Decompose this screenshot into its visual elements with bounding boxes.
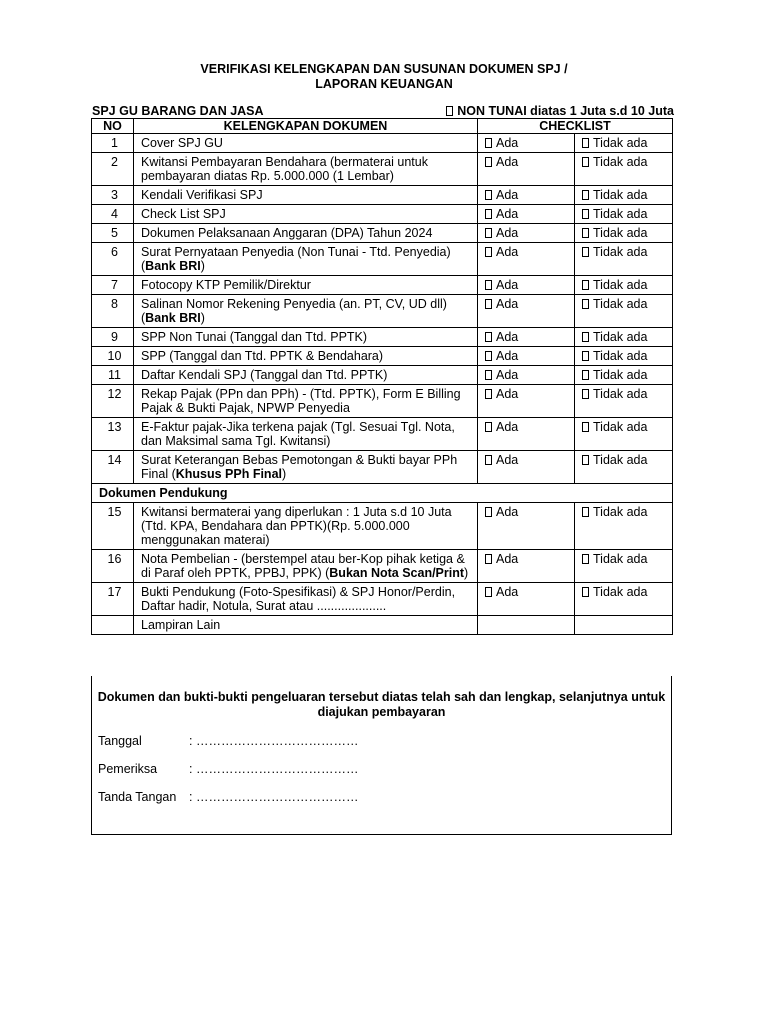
option-ada[interactable] [478, 503, 575, 550]
checkbox-icon[interactable] [485, 299, 492, 309]
field-tanggal [98, 734, 358, 748]
section-heading: Dokumen Pendukung [92, 484, 673, 503]
table-row [92, 550, 673, 583]
field-tanda-tangan [98, 790, 358, 804]
checkbox-icon[interactable] [485, 389, 492, 399]
table-row [92, 134, 673, 153]
option-ada[interactable] [478, 134, 575, 153]
checkbox-icon[interactable] [485, 228, 492, 238]
attachment-row [92, 616, 673, 635]
document-item [134, 418, 478, 451]
option-label: Ada [496, 505, 519, 519]
item-text: Nota Pembelian - (berstempel atau ber-Kop pihak ketiga & di Paraf oleh PPTK, PPBJ, PPK) ( [141, 552, 465, 580]
checkbox-icon[interactable] [582, 422, 589, 432]
checkbox-icon[interactable] [485, 190, 492, 200]
table-row [92, 451, 673, 484]
option-label: Ada [496, 136, 519, 150]
option-ada[interactable] [478, 295, 575, 328]
table-row [92, 385, 673, 418]
option-ada[interactable] [478, 418, 575, 451]
checkbox-icon[interactable] [485, 455, 492, 465]
item-emphasis: Bukan Nota Scan/Print [329, 566, 465, 580]
item-text: Kwitansi Pembayaran Bendahara (bermaterai untuk pembayaran diatas Rp. 5.000.000 (1 Lembar) [141, 155, 428, 183]
option-tidak-ada[interactable] [575, 295, 673, 328]
document-category: SPJ GU BARANG DAN JASA [92, 104, 264, 118]
option-label: Tidak ada [593, 349, 648, 363]
option-tidak-ada[interactable] [575, 385, 673, 418]
option-ada[interactable] [478, 224, 575, 243]
row-number: 15 [92, 503, 134, 550]
option-label: Tidak ada [593, 188, 648, 202]
checkbox-icon[interactable] [582, 554, 589, 564]
table-row [92, 243, 673, 276]
checkbox-icon[interactable] [582, 209, 589, 219]
attachment-label: Lampiran Lain [134, 616, 478, 635]
document-item [134, 153, 478, 186]
document-item [134, 243, 478, 276]
option-label: Tidak ada [593, 136, 648, 150]
checkbox-icon[interactable] [582, 587, 589, 597]
item-tail: ) [282, 467, 287, 481]
table-header-row [92, 119, 673, 134]
table-row [92, 295, 673, 328]
option-ada[interactable] [478, 186, 575, 205]
checkbox-icon[interactable] [582, 280, 589, 290]
checkbox-icon[interactable] [582, 138, 589, 148]
checklist-table [91, 118, 673, 635]
payment-type [446, 104, 674, 118]
option-label: Tidak ada [593, 207, 648, 221]
option-label: Tidak ada [593, 278, 648, 292]
option-tidak-ada[interactable] [575, 451, 673, 484]
row-number: 4 [92, 205, 134, 224]
option-ada[interactable] [478, 153, 575, 186]
option-ada[interactable] [478, 583, 575, 616]
option-ada[interactable] [478, 366, 575, 385]
document-item [134, 328, 478, 347]
row-number: 12 [92, 385, 134, 418]
option-tidak-ada[interactable] [575, 205, 673, 224]
field-label: Pemeriksa [98, 762, 158, 776]
document-item [134, 550, 478, 583]
option-tidak-ada[interactable] [575, 550, 673, 583]
row-number [92, 616, 134, 635]
option-label: Tidak ada [593, 552, 648, 566]
option-label: Ada [496, 420, 519, 434]
item-text: E-Faktur pajak-Jika terkena pajak (Tgl. Sesuai Tgl. Nota, dan Maksimal sama Tgl. Kwitansi) [141, 420, 455, 448]
checkbox-icon[interactable] [582, 389, 589, 399]
option-label: Tidak ada [593, 453, 648, 467]
option-ada[interactable] [478, 451, 575, 484]
option-ada[interactable] [478, 243, 575, 276]
item-text: Daftar Kendali SPJ (Tanggal dan Ttd. PPTK) [141, 368, 388, 382]
item-tail: ) [200, 259, 205, 273]
verification-footer [91, 676, 672, 835]
item-emphasis: Khusus PPh Final [175, 467, 282, 481]
option-label: Tidak ada [593, 585, 648, 599]
checkbox-icon[interactable] [582, 507, 589, 517]
option-label: Tidak ada [593, 226, 648, 240]
item-tail: ) [464, 566, 469, 580]
table-row [92, 418, 673, 451]
field-value[interactable]: : ………………………………… [189, 790, 359, 804]
table-row [92, 347, 673, 366]
checkbox-icon[interactable] [485, 351, 492, 361]
empty-cell [478, 616, 575, 635]
document-item [134, 451, 478, 484]
item-emphasis: Bank BRI [145, 259, 201, 273]
option-label: Tidak ada [593, 245, 648, 259]
row-number: 10 [92, 347, 134, 366]
row-number: 16 [92, 550, 134, 583]
checkbox-icon[interactable] [485, 422, 492, 432]
item-text: Salinan Nomor Rekening Penyedia (an. PT, CV, UD dll) ( [141, 297, 447, 325]
item-text: Dokumen Pelaksanaan Anggaran (DPA) Tahun 2024 [141, 226, 433, 240]
checkbox-icon[interactable] [485, 247, 492, 257]
row-number: 1 [92, 134, 134, 153]
option-tidak-ada[interactable] [575, 328, 673, 347]
field-label: Tanggal [98, 734, 142, 748]
table-row [92, 328, 673, 347]
option-label: Tidak ada [593, 505, 648, 519]
checkbox-icon[interactable] [485, 587, 492, 597]
option-tidak-ada[interactable] [575, 276, 673, 295]
row-number: 3 [92, 186, 134, 205]
checkbox-icon[interactable] [582, 370, 589, 380]
option-label: Tidak ada [593, 420, 648, 434]
option-tidak-ada[interactable] [575, 186, 673, 205]
option-label: Ada [496, 207, 519, 221]
option-ada[interactable] [478, 205, 575, 224]
row-number: 6 [92, 243, 134, 276]
page-title [0, 62, 768, 92]
field-pemeriksa [98, 762, 358, 776]
checkbox-icon[interactable] [582, 228, 589, 238]
document-item [134, 205, 478, 224]
item-text: Surat Keterangan Bebas Pemotongan & Bukti bayar PPh Final ( [141, 453, 458, 481]
item-text: Bukti Pendukung (Foto-Spesifikasi) & SPJ Honor/Perdin, Daftar hadir, Notula, Surat atau .................... [141, 585, 456, 613]
item-tail: ) [200, 311, 205, 325]
checkbox-icon[interactable] [582, 455, 589, 465]
document-item [134, 347, 478, 366]
table-row [92, 224, 673, 243]
table-row [92, 503, 673, 550]
item-text: Check List SPJ [141, 207, 226, 221]
verification-statement: Dokumen dan bukti-bukti pengeluaran tersebut diatas telah sah dan lengkap, selanjutnya untuk diajukan pembayaran [97, 690, 666, 719]
checkbox-icon[interactable] [485, 157, 492, 167]
option-label: Tidak ada [593, 297, 648, 311]
option-ada[interactable] [478, 347, 575, 366]
table-row [92, 276, 673, 295]
option-ada[interactable] [478, 328, 575, 347]
table-row [92, 153, 673, 186]
document-item [134, 276, 478, 295]
document-item [134, 583, 478, 616]
option-tidak-ada[interactable] [575, 347, 673, 366]
option-label: Ada [496, 330, 519, 344]
item-text: SPP (Tanggal dan Ttd. PPTK & Bendahara) [141, 349, 384, 363]
checkbox-icon[interactable] [582, 190, 589, 200]
header-checklist: CHECKLIST [478, 119, 673, 134]
empty-cell [575, 616, 673, 635]
checkbox-icon[interactable] [582, 299, 589, 309]
row-number: 8 [92, 295, 134, 328]
option-tidak-ada[interactable] [575, 243, 673, 276]
option-tidak-ada[interactable] [575, 366, 673, 385]
checkbox-icon[interactable] [446, 106, 453, 116]
support-section [92, 484, 673, 503]
option-label: Ada [496, 552, 519, 566]
document-item [134, 366, 478, 385]
row-number: 13 [92, 418, 134, 451]
checkbox-icon[interactable] [485, 280, 492, 290]
field-label: Tanda Tangan [98, 790, 177, 804]
option-label: Ada [496, 368, 519, 382]
item-emphasis: Bank BRI [145, 311, 201, 325]
checkbox-icon[interactable] [485, 138, 492, 148]
checkbox-icon[interactable] [582, 351, 589, 361]
option-label: Ada [496, 245, 519, 259]
option-tidak-ada[interactable] [575, 224, 673, 243]
row-number: 17 [92, 583, 134, 616]
option-label: Tidak ada [593, 330, 648, 344]
row-number: 2 [92, 153, 134, 186]
option-ada[interactable] [478, 550, 575, 583]
option-tidak-ada[interactable] [575, 134, 673, 153]
field-value[interactable]: : ………………………………… [189, 762, 359, 776]
checkbox-icon[interactable] [485, 370, 492, 380]
title-line-1: VERIFIKASI KELENGKAPAN DAN SUSUNAN DOKUMEN SPJ / [200, 62, 568, 76]
table-row [92, 366, 673, 385]
option-label: Ada [496, 349, 519, 363]
checkbox-icon[interactable] [582, 332, 589, 342]
row-number: 9 [92, 328, 134, 347]
table-row [92, 205, 673, 224]
document-item [134, 224, 478, 243]
field-value[interactable]: : ………………………………… [189, 734, 359, 748]
item-text: Fotocopy KTP Pemilik/Direktur [141, 278, 311, 292]
option-ada[interactable] [478, 276, 575, 295]
row-number: 14 [92, 451, 134, 484]
option-label: Ada [496, 278, 519, 292]
option-label: Ada [496, 226, 519, 240]
option-tidak-ada[interactable] [575, 583, 673, 616]
option-label: Ada [496, 297, 519, 311]
row-number: 5 [92, 224, 134, 243]
option-label: Tidak ada [593, 387, 648, 401]
item-text: Kwitansi bermaterai yang diperlukan : 1 Juta s.d 10 Juta (Ttd. KPA, Bendahara dan PPTK)(Rp. 5.000.000 menggunakan materai) [141, 505, 452, 547]
table-row [92, 583, 673, 616]
document-item [134, 295, 478, 328]
row-number: 11 [92, 366, 134, 385]
option-label: Tidak ada [593, 155, 648, 169]
checkbox-icon[interactable] [485, 209, 492, 219]
payment-type-label: NON TUNAI diatas 1 Juta s.d 10 Juta [457, 104, 674, 118]
option-label: Ada [496, 155, 519, 169]
checkbox-icon[interactable] [485, 507, 492, 517]
support-rows [92, 503, 673, 616]
checkbox-icon[interactable] [485, 332, 492, 342]
item-text: Rekap Pajak (PPn dan PPh) - (Ttd. PPTK), Form E Billing Pajak & Bukti Pajak, NPWP Penyedia [141, 387, 461, 415]
title-line-2: LAPORAN KEUANGAN [315, 77, 453, 91]
table-row [92, 186, 673, 205]
header-no: NO [92, 119, 134, 134]
item-text: Kendali Verifikasi SPJ [141, 188, 263, 202]
option-ada[interactable] [478, 385, 575, 418]
header-document: KELENGKAPAN DOKUMEN [134, 119, 478, 134]
option-tidak-ada[interactable] [575, 503, 673, 550]
document-item [134, 503, 478, 550]
section-heading-row [92, 484, 673, 503]
checkbox-icon[interactable] [582, 157, 589, 167]
option-label: Ada [496, 585, 519, 599]
checkbox-icon[interactable] [485, 554, 492, 564]
checklist-rows [92, 134, 673, 484]
option-tidak-ada[interactable] [575, 418, 673, 451]
item-text: SPP Non Tunai (Tanggal dan Ttd. PPTK) [141, 330, 368, 344]
document-item [134, 186, 478, 205]
item-text: Cover SPJ GU [141, 136, 223, 150]
option-tidak-ada[interactable] [575, 153, 673, 186]
checkbox-icon[interactable] [582, 247, 589, 257]
document-item [134, 385, 478, 418]
row-number: 7 [92, 276, 134, 295]
option-label: Ada [496, 453, 519, 467]
document-item [134, 134, 478, 153]
option-label: Ada [496, 188, 519, 202]
item-text: Surat Pernyataan Penyedia (Non Tunai - Ttd. Penyedia) ( [141, 245, 451, 273]
option-label: Ada [496, 387, 519, 401]
option-label: Tidak ada [593, 368, 648, 382]
